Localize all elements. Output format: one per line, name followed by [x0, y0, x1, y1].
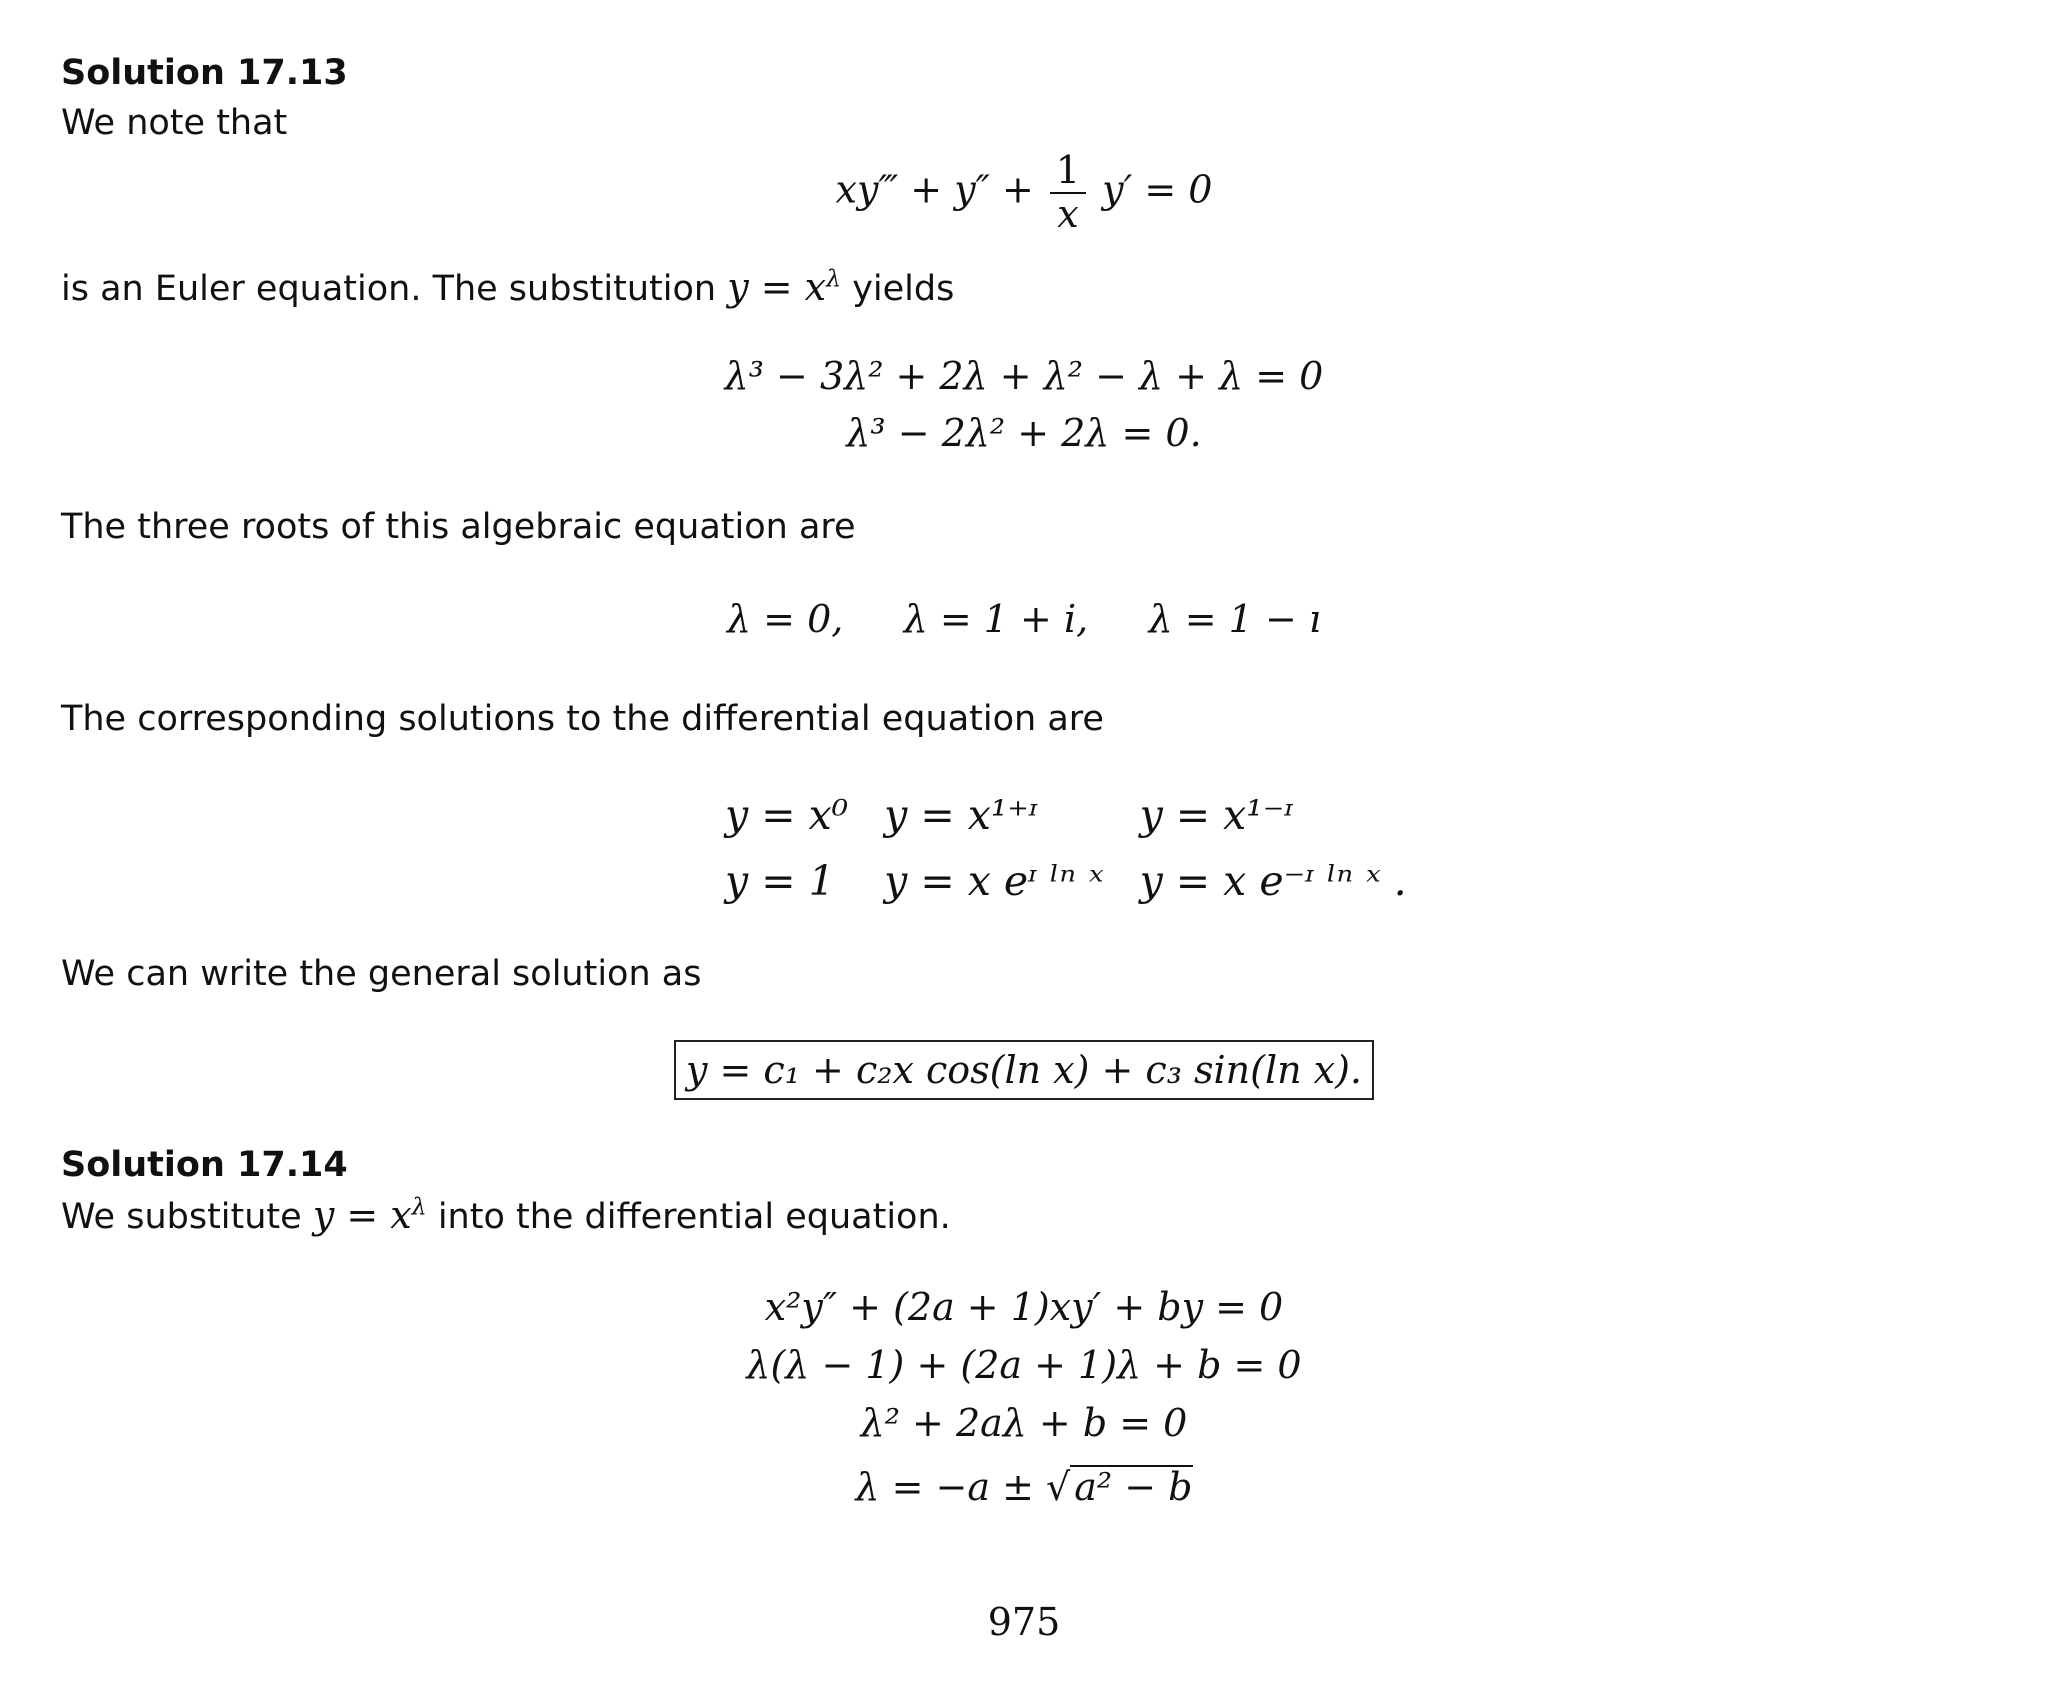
roots-intro: The three roots of this algebraic equation are: [61, 507, 856, 547]
roots-line: λ = 0, λ = 1 + i, λ = 1 − ı: [726, 597, 1322, 641]
euler-math-base: y = x: [727, 265, 827, 309]
characteristic-equation-1: λ³ − 3λ² + 2λ + λ² − λ + λ = 0: [724, 354, 1324, 398]
solution-cell: y = 1: [725, 857, 835, 905]
euler-equation-rhs: y′ = 0: [1102, 167, 1213, 212]
intro-text-a: We substitute: [61, 1197, 302, 1237]
solution-17-14-intro: [61, 1193, 951, 1239]
fraction-numerator: 1: [1050, 150, 1086, 194]
solution-cell: y = x eᶦ ˡⁿ ˣ: [884, 857, 1104, 905]
solution-cell: y = x¹⁻ᶦ: [1139, 791, 1293, 839]
euler-substitution-math: [727, 265, 841, 309]
euler-text-a: is an Euler equation. The substitution: [61, 269, 717, 309]
fraction-one-over-x: [1050, 150, 1086, 236]
intro-math-base: y = x: [312, 1193, 412, 1237]
solutions-intro: The corresponding solutions to the differential equation are: [61, 699, 1104, 739]
general-solution-box: y = c₁ + c₂x cos(ln x) + c₃ sin(ln x).: [674, 1040, 1374, 1100]
solution-17-13-intro: We note that: [61, 103, 288, 143]
solution-cell: y = x¹⁺ᶦ: [884, 791, 1038, 839]
solution-cell: y = x e⁻ᶦ ˡⁿ ˣ .: [1139, 857, 1407, 905]
euler-math-sup: λ: [826, 264, 842, 293]
solutions-row: [725, 848, 1443, 914]
equation-line-2: λ(λ − 1) + (2a + 1)λ + b = 0: [746, 1343, 1302, 1387]
equation-line-3: λ² + 2aλ + b = 0: [860, 1401, 1188, 1445]
equation-line-4: [0, 1465, 2048, 1509]
general-solution-wrapper: [0, 1040, 2048, 1100]
euler-equation: [0, 150, 2048, 236]
euler-equation-lhs: xy‴ + y″ +: [835, 167, 1046, 212]
characteristic-equation-2: λ³ − 2λ² + 2λ = 0.: [846, 411, 1202, 455]
square-root-radicand: a² − b: [1070, 1465, 1192, 1509]
fraction-denominator: x: [1057, 191, 1079, 236]
solutions-row: [725, 782, 1443, 848]
solution-cell: y = x⁰: [725, 791, 849, 839]
solutions-table: [725, 782, 1443, 914]
equation-line-4-lhs: λ = −a ± √: [855, 1465, 1071, 1509]
euler-substitution-line: [61, 265, 954, 311]
intro-text-b: into the differential equation.: [437, 1197, 951, 1237]
solution-17-14-heading: Solution 17.14: [61, 1145, 348, 1185]
page-number: 975: [987, 1600, 1061, 1644]
intro-substitution-math: [313, 1193, 427, 1237]
euler-text-b: yields: [852, 269, 955, 309]
equation-line-1: x²y″ + (2a + 1)xy′ + by = 0: [764, 1285, 1284, 1329]
intro-math-sup: λ: [411, 1192, 427, 1221]
general-solution-intro: We can write the general solution as: [61, 954, 702, 994]
solution-17-13-heading: Solution 17.13: [61, 53, 348, 93]
